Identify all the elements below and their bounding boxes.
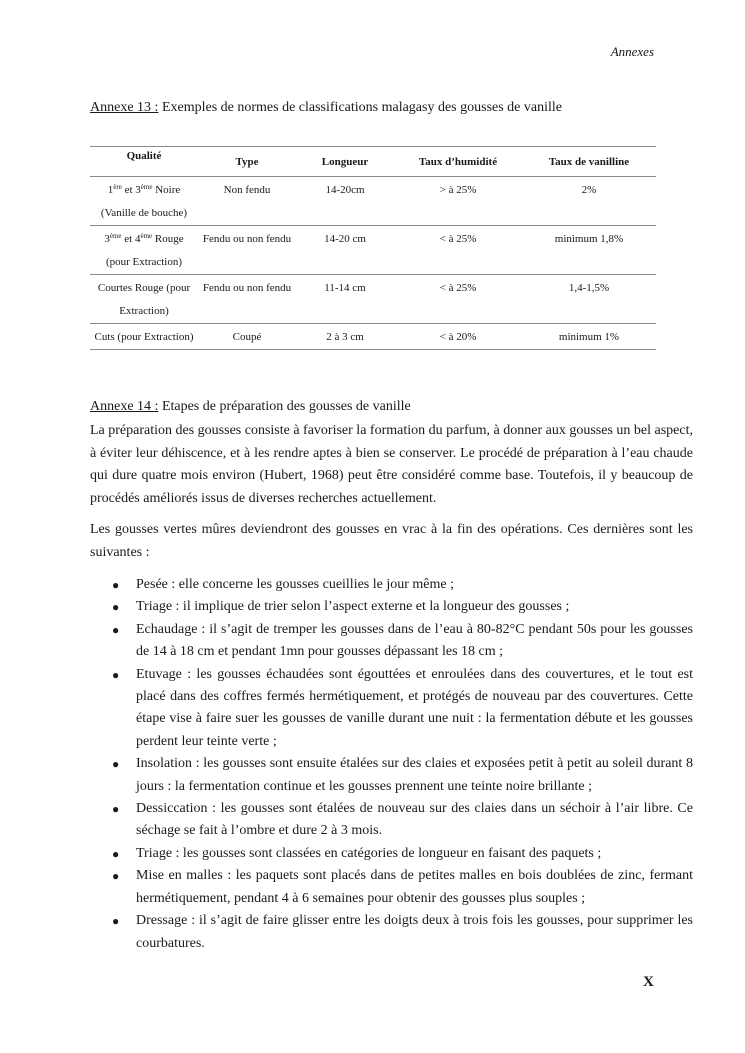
list-item: ● Mise en malles : les paquets sont placés dans de petites malles en bois doublées de zinc, fermant hermétiquement, pendant 4 à 6 semaines pour obtenir des gousses plus souples ; <box>90 865 693 910</box>
list-item: ● Echaudage : il s’agit de tremper les gousses dans de l’eau à 80-82°C pendant 50s pour les gousses de 14 à 18 cm et pendant 1mn pour gousses dépassant les 18 cm ; <box>90 619 693 664</box>
table-row <box>90 226 656 275</box>
cell-humidity: < à 25% <box>439 233 477 245</box>
cell-type: Fendu ou non fendu <box>202 233 292 245</box>
annex-14-label: Annexe 14 : <box>90 399 159 414</box>
bullet-icon: ● <box>112 757 120 772</box>
header-humidity: Taux d’humidité <box>394 147 522 177</box>
bullet-icon: ● <box>112 846 120 861</box>
header-length: Longueur <box>296 147 394 177</box>
cell-vanillin: 2% <box>581 184 597 196</box>
cell-vanillin: 1,4-1,5% <box>568 282 610 294</box>
operations-paragraph: Les gousses vertes mûres deviendront des gousses en vrac à la fin des opérations. Ces dernières sont les suivantes : <box>90 522 693 560</box>
cell-type: Non fendu <box>223 184 271 196</box>
table-header-row <box>90 147 656 177</box>
intro-paragraph: La préparation des gousses consiste à favoriser la formation du parfum, à donner aux gousses un bel aspect, à éviter leur déhiscence, et à les rendre aptes à bien se conserver. Le procédé de préparation à l’eau chaude qui dure quatre mois environ (Hubert, 1968) peut être considéré comme base. Toutefois, il y beaucoup de procédés améliorés issus de diverses recherches actuellement. <box>90 423 693 506</box>
list-item: ● Triage : il implique de trier selon l’aspect externe et la longueur des gousses ; <box>90 596 693 618</box>
list-item: ● Dessiccation : les gousses sont étalées de nouveau sur des claies dans un séchoir à l’air libre. Ce séchage se fait à l’ombre et dure 2 à 3 mois. <box>90 798 693 843</box>
list-item: ● Etuvage : les gousses échaudées sont égouttées et enroulées dans des couvertures, et le tout est placé dans des coffres fermés hermétiquement, et protégés de nouveau par des couvertures. Cette étape vise à faire suer les gousses de vanille durant une nuit : la fermentation débute et les gousses perdent leur teinte verte ; <box>90 664 693 754</box>
vanilla-classification-table <box>90 146 656 350</box>
list-item: ● Triage : les gousses sont classées en catégories de longueur en faisant des paquets ; <box>90 843 693 865</box>
cell-vanillin: minimum 1% <box>558 331 620 343</box>
header-vanillin: Taux de vanilline <box>522 147 656 177</box>
running-header: Annexes <box>610 44 654 59</box>
bullet-icon: ● <box>112 869 120 884</box>
cell-type: Fendu ou non fendu <box>202 282 292 294</box>
list-item: ● Insolation : les gousses sont ensuite étalées sur des claies et exposées petit à petit au soleil durant 8 jours : la fermentation continue et les gousses prennent une teinte noire brillante ; <box>90 753 693 798</box>
annex-13-label: Annexe 13 : <box>90 100 159 115</box>
annex-14-heading <box>90 397 411 417</box>
bullet-icon: ● <box>112 802 120 817</box>
bullet-icon: ● <box>112 914 120 929</box>
page-number: X <box>643 974 654 990</box>
bullet-icon: ● <box>112 667 120 682</box>
table-row <box>90 177 656 226</box>
bullet-icon: ● <box>112 622 120 637</box>
header-type: Type <box>198 147 296 177</box>
bullet-icon: ● <box>112 578 120 592</box>
cell-humidity: > à 25% <box>439 184 477 196</box>
annex-13-heading <box>90 98 562 118</box>
table-row <box>90 275 656 324</box>
cell-quality: 3ème et 4ème Rouge (pour Extraction) <box>104 232 184 268</box>
cell-length: 2 à 3 cm <box>326 331 364 343</box>
cell-type: Coupé <box>232 331 262 343</box>
annex-14-title: Etapes de préparation des gousses de vanille <box>158 399 411 414</box>
table-row <box>90 324 656 350</box>
preparation-steps-list <box>90 574 693 955</box>
cell-length: 14-20cm <box>325 184 365 196</box>
annex-13-title: Exemples de normes de classifications malagasy des gousses de vanille <box>158 100 562 115</box>
list-item: ● Dressage : il s’agit de faire glisser entre les doigts deux à trois fois les gousses, pour supprimer les courbatures. <box>90 910 693 955</box>
cell-length: 14-20 cm <box>324 233 366 245</box>
cell-quality: Courtes Rouge (pour Extraction) <box>97 282 191 317</box>
cell-humidity: < à 20% <box>439 331 477 343</box>
cell-humidity: < à 25% <box>439 282 477 294</box>
bullet-icon: ● <box>112 600 120 615</box>
cell-quality: Cuts (pour Extraction) <box>94 331 194 343</box>
list-item: ● Pesée : elle concerne les gousses cueillies le jour même ; <box>90 574 693 596</box>
cell-quality: 1ère et 3ème Noire (Vanille de bouche) <box>100 183 188 219</box>
cell-vanillin: minimum 1,8% <box>554 233 624 245</box>
header-quality: Qualité <box>90 147 198 177</box>
cell-length: 11-14 cm <box>324 282 366 294</box>
